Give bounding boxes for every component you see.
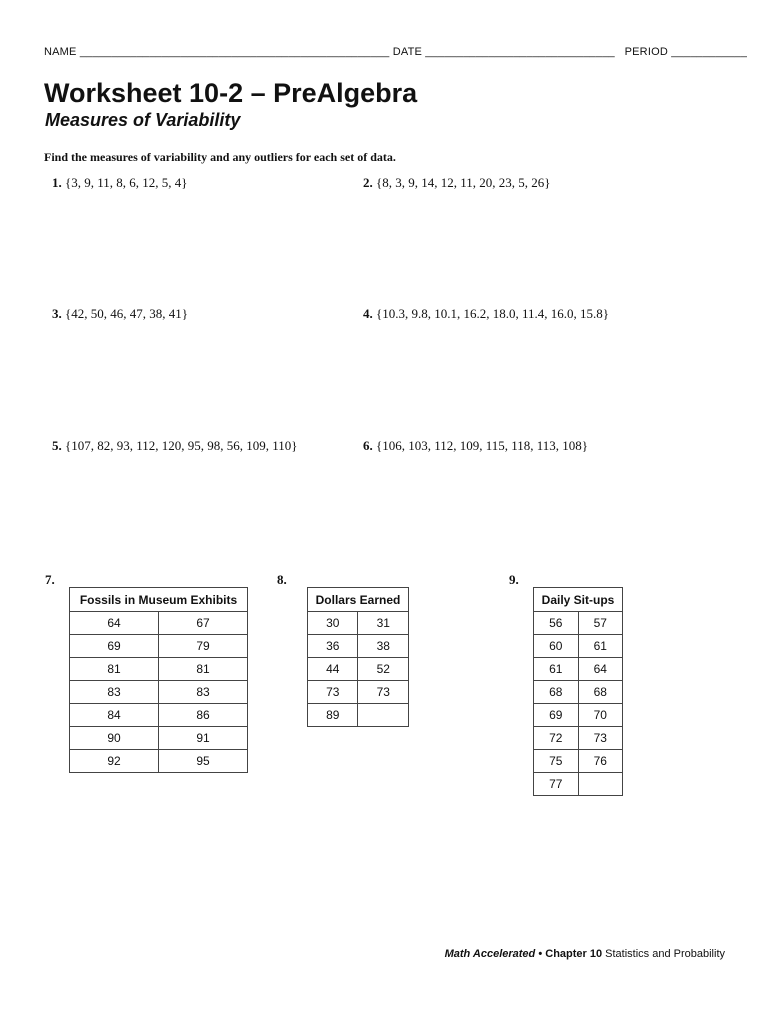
table-cell: 81 — [159, 658, 248, 681]
fossils-table — [69, 587, 248, 773]
table-cell: 38 — [358, 635, 409, 658]
footer-topic: Statistics and Probability — [602, 948, 725, 960]
table-row — [534, 773, 623, 796]
table-cell: 73 — [308, 681, 358, 704]
header-fields — [44, 46, 747, 58]
problem-number: 3. — [52, 306, 62, 321]
table-cell: 67 — [159, 612, 248, 635]
name-label: NAME — [44, 46, 77, 58]
table-row — [70, 704, 248, 727]
table-row — [534, 635, 623, 658]
problem-number: 4. — [363, 306, 373, 321]
table-cell: 84 — [70, 704, 159, 727]
table-cell: 73 — [578, 727, 623, 750]
table-row — [308, 658, 409, 681]
table-cell: 64 — [70, 612, 159, 635]
problem-4 — [363, 306, 609, 322]
problem-number: 1. — [52, 175, 62, 190]
table-row — [534, 658, 623, 681]
page-title: Worksheet 10-2 – PreAlgebra — [44, 78, 418, 108]
problem-data-set: {10.3, 9.8, 10.1, 16.2, 18.0, 11.4, 16.0, 15.8} — [376, 306, 609, 321]
table-cell: 44 — [308, 658, 358, 681]
table-cell: 61 — [534, 658, 579, 681]
footer-chapter: Chapter 10 — [545, 948, 603, 960]
table-cell: 83 — [159, 681, 248, 704]
date-label: DATE — [392, 46, 423, 58]
table-cell: 92 — [70, 750, 159, 773]
table-cell: 86 — [159, 704, 248, 727]
table-cell: 36 — [308, 635, 358, 658]
table-cell: 68 — [534, 681, 579, 704]
problem-number: 6. — [363, 438, 373, 453]
instructions: Find the measures of variability and any outliers for each set of data. — [44, 150, 396, 164]
table-row — [308, 612, 409, 635]
table-row — [534, 750, 623, 773]
problem-data-set: {8, 3, 9, 14, 12, 11, 20, 23, 5, 26} — [376, 175, 551, 190]
table-row — [70, 681, 248, 704]
table-cell: 56 — [534, 612, 579, 635]
table-cell: 30 — [308, 612, 358, 635]
table-cell: 77 — [534, 773, 579, 796]
problem-7-number: 7. — [45, 572, 55, 587]
table-cell — [578, 773, 623, 796]
table-title: Dollars Earned — [308, 588, 409, 612]
footer-bullet: • — [535, 948, 546, 960]
table-cell: 72 — [534, 727, 579, 750]
problem-9-number: 9. — [509, 572, 519, 587]
table-cell: 57 — [578, 612, 623, 635]
table-row — [70, 727, 248, 750]
table-title: Daily Sit-ups — [534, 588, 623, 612]
table-cell: 95 — [159, 750, 248, 773]
situps-table — [533, 587, 623, 796]
page-subtitle: Measures of Variability — [45, 110, 241, 130]
problem-3 — [52, 306, 188, 322]
table-cell: 73 — [358, 681, 409, 704]
table-row — [70, 635, 248, 658]
problem-2 — [363, 175, 551, 191]
table-cell: 89 — [308, 704, 358, 727]
problem-6 — [363, 438, 588, 454]
table-cell: 60 — [534, 635, 579, 658]
table-cell: 81 — [70, 658, 159, 681]
problem-1 — [52, 175, 188, 191]
dollars-table — [307, 587, 409, 727]
table-cell: 83 — [70, 681, 159, 704]
table-cell: 31 — [358, 612, 409, 635]
table-row — [308, 704, 409, 727]
table-cell: 70 — [578, 704, 623, 727]
table-row — [70, 750, 248, 773]
table-cell: 91 — [159, 727, 248, 750]
table-cell: 90 — [70, 727, 159, 750]
table-row — [534, 704, 623, 727]
problem-number: 5. — [52, 438, 62, 453]
table-cell: 61 — [578, 635, 623, 658]
table-row — [308, 635, 409, 658]
table-cell: 75 — [534, 750, 579, 773]
table-row — [308, 681, 409, 704]
table-row — [534, 681, 623, 704]
table-cell: 52 — [358, 658, 409, 681]
table-cell: 69 — [70, 635, 159, 658]
date-blank[interactable]: ______________________________ — [425, 46, 615, 58]
period-blank[interactable]: ____________ — [671, 46, 748, 58]
footer-course: Math Accelerated — [444, 948, 536, 960]
table-cell: 69 — [534, 704, 579, 727]
table-cell: 76 — [578, 750, 623, 773]
table-row — [70, 612, 248, 635]
table-cell — [358, 704, 409, 727]
problem-data-set: {107, 82, 93, 112, 120, 95, 98, 56, 109, 110} — [65, 438, 298, 453]
problem-data-set: {42, 50, 46, 47, 38, 41} — [65, 306, 188, 321]
problem-8-number: 8. — [277, 572, 287, 587]
problem-data-set: {3, 9, 11, 8, 6, 12, 5, 4} — [65, 175, 188, 190]
page-footer — [445, 948, 725, 960]
table-row — [534, 727, 623, 750]
table-cell: 79 — [159, 635, 248, 658]
table-row — [534, 612, 623, 635]
table-title: Fossils in Museum Exhibits — [70, 588, 248, 612]
problem-5 — [52, 438, 298, 454]
table-cell: 64 — [578, 658, 623, 681]
table-row — [70, 658, 248, 681]
name-blank[interactable]: _________________________________________________ — [79, 46, 390, 58]
period-label: PERIOD — [624, 46, 668, 58]
problem-data-set: {106, 103, 112, 109, 115, 118, 113, 108} — [376, 438, 589, 453]
problem-number: 2. — [363, 175, 373, 190]
table-cell: 68 — [578, 681, 623, 704]
